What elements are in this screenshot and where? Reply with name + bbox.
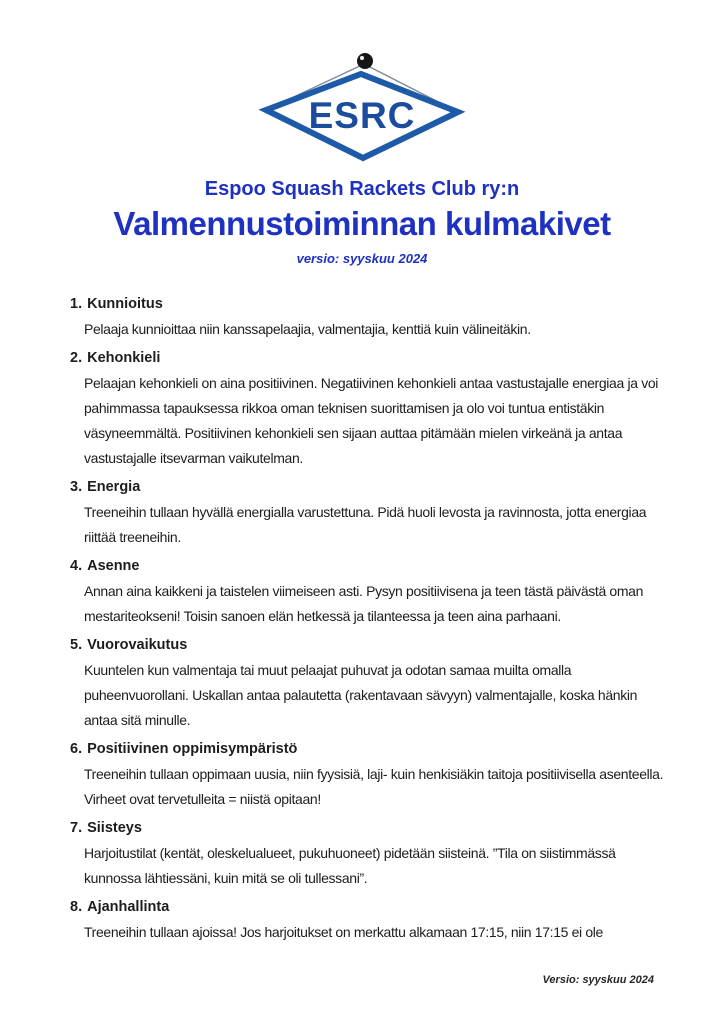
document-body <box>0 268 724 945</box>
section-oppimisymparisto <box>70 737 664 812</box>
section-body-text: Treeneihin tullaan oppimaan uusia, niin fyysisiä, laji- kuin henkisiäkin taitoja positiivisella asenteella. Virheet ovat tervetulleita = niistä opitaan! <box>84 766 664 807</box>
esrc-club-logo <box>256 50 468 168</box>
section-asenne <box>70 554 664 629</box>
section-title: Kehonkieli <box>87 350 161 366</box>
section-siisteys <box>70 816 664 891</box>
section-kehonkieli <box>70 346 664 471</box>
logo-text: ESRC <box>308 95 416 136</box>
section-heading <box>70 633 664 658</box>
section-number: 5. <box>70 637 83 653</box>
section-title: Asenne <box>87 558 140 574</box>
section-heading <box>70 292 664 317</box>
section-body-text: Kuuntelen kun valmentaja tai muut pelaajat puhuvat ja odotan samaa muilta omalla puheenvuorollani. Uskallan antaa palautetta (rakentavaan sävyyn) valmentajalle, koska hänkin antaa sitä minulle. <box>84 662 638 728</box>
section-number: 3. <box>70 479 83 495</box>
section-title: Energia <box>87 479 141 495</box>
page-title: Valmennustoiminnan kulmakivet <box>113 205 611 242</box>
club-name: Espoo Squash Rackets Club ry:n <box>204 178 520 200</box>
section-number: 8. <box>70 899 83 915</box>
esrc-diamond-logo-icon <box>256 50 468 168</box>
section-body-text: Annan aina kaikkeni ja taistelen viimeiseen asti. Pysyn positiivisena ja teen tästä päivästä oman mestariteokseni! Toisin sanoen elän hetkessä ja tilanteessa ja teen aina parhaani. <box>84 583 644 624</box>
section-heading <box>70 895 664 920</box>
section-number: 4. <box>70 558 83 574</box>
section-title: Siisteys <box>87 820 142 836</box>
section-kunnioitus <box>70 292 664 342</box>
section-body-text: Pelaajan kehonkieli on aina positiivinen. Negatiivinen kehonkieli antaa vastustajalle energiaa ja voi pahimmassa tapauksessa rikkoa oman teknisen suorittamisen ja olo voi tuntua entistäkin väsyneemmältä. Positiivinen kehonkieli sen sijaan auttaa pitämään mielen virkeänä ja antaa vastustajalle itsevarman vaikutelman. <box>84 375 659 466</box>
squash-ball-icon <box>357 53 373 69</box>
squash-ball-highlight <box>360 56 364 60</box>
section-heading <box>70 554 664 579</box>
section-heading <box>70 346 664 371</box>
section-ajanhallinta <box>70 895 664 945</box>
section-body-text: Harjoitustilat (kentät, oleskelualueet, pukuhuoneet) pidetään siisteinä. ”Tila on siistimmässä kunnossa lähtiessäni, kuin mitä se oli tullessani”. <box>84 845 616 886</box>
section-energia <box>70 475 664 550</box>
section-title: Vuorovaikutus <box>87 637 188 653</box>
section-number: 1. <box>70 296 83 312</box>
section-number: 6. <box>70 741 83 757</box>
section-heading <box>70 475 664 500</box>
section-title: Ajanhallinta <box>87 899 170 915</box>
section-number: 7. <box>70 820 83 836</box>
section-body-text: Treeneihin tullaan hyvällä energialla varustettuna. Pidä huoli levosta ja ravinnosta, jotta energiaa riittää treeneihin. <box>84 504 647 545</box>
section-heading <box>70 737 664 762</box>
section-title: Positiivinen oppimisympäristö <box>87 741 298 757</box>
section-vuorovaikutus <box>70 633 664 733</box>
section-body-text: Treeneihin tullaan ajoissa! Jos harjoitukset on merkattu alkamaan 17:15, niin 17:15 ei ole <box>84 924 603 940</box>
version-note: versio: syyskuu 2024 <box>296 251 428 266</box>
section-title: Kunnioitus <box>87 296 163 312</box>
section-number: 2. <box>70 350 83 366</box>
section-body-text: Pelaaja kunnioittaa niin kanssapelaajia, valmentajia, kenttiä kuin välineitäkin. <box>84 321 531 337</box>
section-heading <box>70 816 664 841</box>
footer-version-label: Versio: syyskuu 2024 <box>542 974 654 986</box>
